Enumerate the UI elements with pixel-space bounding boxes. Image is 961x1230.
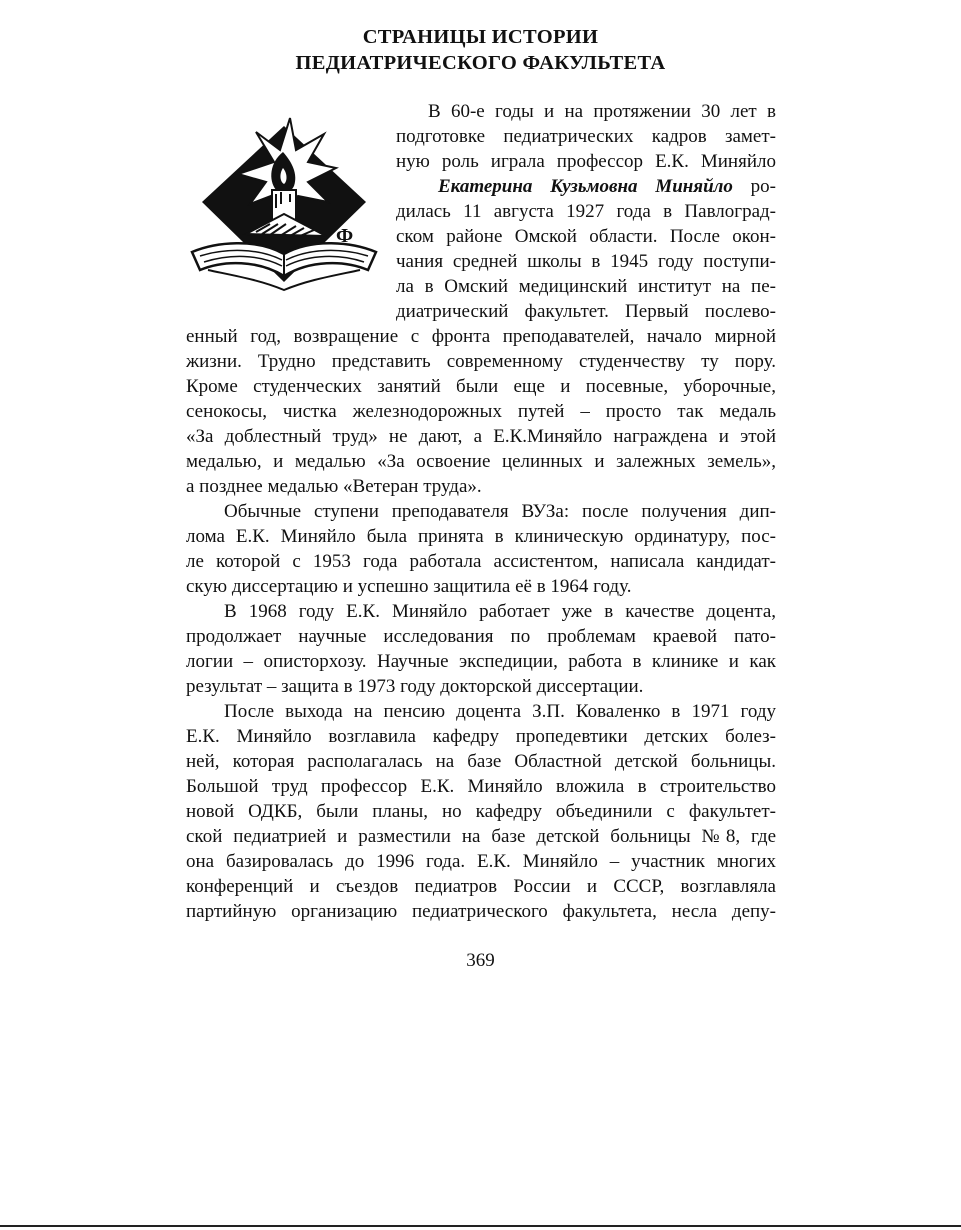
text-line: лома Е.К. Миняйло была принята в клиническую ординатуру, пос-	[186, 526, 776, 547]
text-line: Кроме студенческих занятий были еще и посевные, уборочные,	[186, 376, 776, 397]
candle-book-emblem-icon	[186, 104, 382, 304]
text-line: Е.К. Миняйло возглавила кафедру пропедевтики детских болез-	[186, 726, 776, 747]
text-line: енный год, возвращение с фронта преподавателей, начало мирной	[186, 326, 776, 347]
text-line: скую диссертацию и успешно защитила её в 1964 году.	[186, 576, 632, 597]
text-line: Большой труд профессор Е.К. Миняйло вложила в строительство	[186, 776, 776, 797]
text-line: ском районе Омской области. После окон-	[396, 226, 776, 247]
text-line: диатрический факультет. Первый послево-	[396, 301, 776, 322]
text-line: новой ОДКБ, были планы, но кафедру объединили с факультет-	[186, 801, 776, 822]
emblem-monogram: Ф	[336, 225, 354, 247]
text-line: партийную организацию педиатрического факультета, несла депу-	[186, 901, 776, 922]
title-line-2: ПЕДИАТРИЧЕСКОГО ФАКУЛЬТЕТА	[295, 52, 666, 74]
page-title	[0, 24, 961, 76]
text-line: После выхода на пенсию доцента З.П. Коваленко в 1971 году	[224, 701, 776, 722]
name-line	[438, 174, 776, 199]
text-line: «За доблестный труд» не дают, а Е.К.Миняйло награждена и этой	[186, 426, 776, 447]
page-number: 369	[466, 950, 495, 971]
text-line: ской педиатрией и разместили на базе детской больницы №8, где	[186, 826, 776, 847]
text-line: чания средней школы в 1945 году поступи-	[396, 251, 776, 272]
text-line: жизни. Трудно представить современному студенчеству ту пору.	[186, 351, 776, 372]
text-line: дилась 11 августа 1927 года в Павлоград-	[396, 201, 776, 222]
text-line: а позднее медалью «Ветеран труда».	[186, 476, 482, 497]
intro-line: ную роль играла профессор Е.К. Миняйло	[396, 151, 776, 172]
text-line: Обычные ступени преподавателя ВУЗа: после получения дип-	[224, 501, 776, 522]
title-line-1: СТРАНИЦЫ ИСТОРИИ	[362, 26, 599, 48]
text-line: В 1968 году Е.К. Миняйло работает уже в качестве доцента,	[224, 601, 776, 622]
text-line: она базировалась до 1996 года. Е.К. Миняйло – участник многих	[186, 851, 776, 872]
page-bottom-rule	[0, 1225, 961, 1227]
text-line: ла в Омский медицинский институт на пе-	[396, 276, 776, 297]
text-line: конференций и съездов педиатров России и СССР, возглавляла	[186, 876, 776, 897]
text-line: продолжает научные исследования по проблемам краевой пато-	[186, 626, 776, 647]
subject-name: Екатерина Кузьмовна Миняйло	[438, 176, 733, 197]
intro-line: подготовке педиатрических кадров замет-	[396, 126, 776, 147]
intro-line: В 60-е годы и на протяжении 30 лет в	[428, 101, 776, 122]
name-line-rest: ро-	[732, 176, 776, 197]
text-line: медалью, и медалью «За освоение целинных и залежных земель»,	[186, 451, 776, 472]
text-line: логии – описторхозу. Научные экспедиции, работа в клинике и как	[186, 651, 776, 672]
text-line: результат – защита в 1973 году докторской диссертации.	[186, 676, 644, 697]
text-line: сенокосы, чистка железнодорожных путей – просто так медаль	[186, 401, 776, 422]
text-line: ле которой с 1953 года работала ассистентом, написала кандидат-	[186, 551, 776, 572]
text-line: ней, которая располагалась на базе Областной детской больницы.	[186, 751, 776, 772]
